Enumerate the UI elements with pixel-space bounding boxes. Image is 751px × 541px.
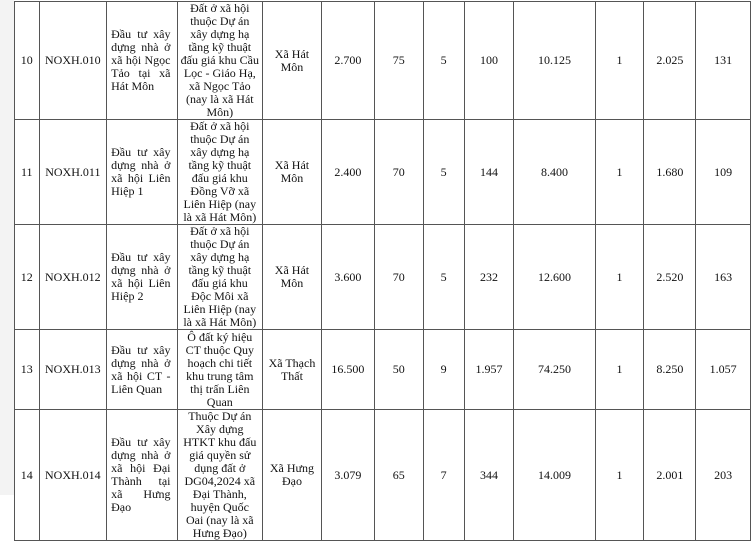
cell-commune: Xã Thạch Thất bbox=[263, 330, 322, 410]
cell-last: 1.057 bbox=[696, 330, 751, 410]
cell-stt: 12 bbox=[15, 225, 40, 330]
cell-stt: 10 bbox=[15, 2, 40, 120]
cell-commune: Xã Hát Môn bbox=[263, 120, 322, 225]
cell-floors: 5 bbox=[423, 120, 464, 225]
cell-density: 70 bbox=[374, 225, 423, 330]
cell-density: 65 bbox=[374, 410, 423, 541]
cell-units: 232 bbox=[464, 225, 514, 330]
cell-land: 1.680 bbox=[644, 120, 696, 225]
cell-floors: 5 bbox=[423, 225, 464, 330]
cell-land: 2.520 bbox=[644, 225, 696, 330]
cell-commune: Xã Hát Môn bbox=[263, 2, 322, 120]
cell-blocks: 1 bbox=[595, 330, 644, 410]
cell-location: Ô đất ký hiệu CT thuộc Quy hoạch chi tiết khu trung tâm thị trấn Liên Quan bbox=[177, 330, 263, 410]
cell-floor-area: 74.250 bbox=[514, 330, 595, 410]
cell-density: 50 bbox=[374, 330, 423, 410]
cell-floor-area: 12.600 bbox=[514, 225, 595, 330]
cell-units: 144 bbox=[464, 120, 514, 225]
cell-location: Đất ở xã hội thuộc Dự án xây dựng hạ tầng kỹ thuật đấu giá khu Độc Môi xã Liên Hiệp (nay là xã Hát Môn) bbox=[177, 225, 263, 330]
cell-area: 3.600 bbox=[321, 225, 374, 330]
cell-land: 2.001 bbox=[644, 410, 696, 541]
cell-blocks: 1 bbox=[595, 410, 644, 541]
cell-last: 163 bbox=[696, 225, 751, 330]
cell-blocks: 1 bbox=[595, 2, 644, 120]
cell-floors: 5 bbox=[423, 2, 464, 120]
cell-commune: Xã Hưng Đạo bbox=[263, 410, 322, 541]
cell-density: 75 bbox=[374, 2, 423, 120]
cell-blocks: 1 bbox=[595, 120, 644, 225]
cell-area: 16.500 bbox=[321, 330, 374, 410]
cell-floors: 9 bbox=[423, 330, 464, 410]
cell-project-name: Đầu tư xây dựng nhà ở xã hội Đại Thành tại xã Hưng Đạo bbox=[107, 410, 177, 541]
cell-code: NOXH.011 bbox=[39, 120, 107, 225]
cell-units: 1.957 bbox=[464, 330, 514, 410]
table-row bbox=[15, 225, 751, 330]
cell-floors: 7 bbox=[423, 410, 464, 541]
cell-project-name: Đầu tư xây dựng nhà ở xã hội Ngọc Tảo tại xã Hát Môn bbox=[107, 2, 177, 120]
cell-project-name: Đầu tư xây dựng nhà ở xã hội CT - Liên Quan bbox=[107, 330, 177, 410]
cell-area: 3.079 bbox=[321, 410, 374, 541]
page-left-edge bbox=[0, 0, 14, 495]
cell-area: 2.400 bbox=[321, 120, 374, 225]
cell-code: NOXH.014 bbox=[39, 410, 107, 541]
project-table bbox=[14, 1, 751, 541]
table-row bbox=[15, 410, 751, 541]
cell-code: NOXH.012 bbox=[39, 225, 107, 330]
cell-stt: 11 bbox=[15, 120, 40, 225]
cell-project-name: Đầu tư xây dựng nhà ở xã hội Liên Hiệp 2 bbox=[107, 225, 177, 330]
cell-stt: 13 bbox=[15, 330, 40, 410]
cell-land: 8.250 bbox=[644, 330, 696, 410]
cell-last: 203 bbox=[696, 410, 751, 541]
cell-floor-area: 10.125 bbox=[514, 2, 595, 120]
cell-location: Thuộc Dự án Xây dựng HTKT khu đấu giá quyền sử dụng đất ở DG04,2024 xã Đại Thành, huyện Quốc Oai (nay là xã Hưng Đạo) bbox=[177, 410, 263, 541]
cell-code: NOXH.010 bbox=[39, 2, 107, 120]
cell-units: 100 bbox=[464, 2, 514, 120]
cell-area: 2.700 bbox=[321, 2, 374, 120]
cell-code: NOXH.013 bbox=[39, 330, 107, 410]
cell-floor-area: 14.009 bbox=[514, 410, 595, 541]
cell-floor-area: 8.400 bbox=[514, 120, 595, 225]
cell-stt: 14 bbox=[15, 410, 40, 541]
cell-land: 2.025 bbox=[644, 2, 696, 120]
cell-last: 131 bbox=[696, 2, 751, 120]
cell-last: 109 bbox=[696, 120, 751, 225]
cell-project-name: Đầu tư xây dựng nhà ở xã hội Liên Hiệp 1 bbox=[107, 120, 177, 225]
table-row bbox=[15, 2, 751, 120]
table-row bbox=[15, 120, 751, 225]
cell-location: Đất ở xã hội thuộc Dự án xây dựng hạ tầng kỹ thuật đấu giá khu Đồng Vỡ xã Liên Hiệp (nay là xã Hát Môn) bbox=[177, 120, 263, 225]
cell-commune: Xã Hát Môn bbox=[263, 225, 322, 330]
table-row bbox=[15, 330, 751, 410]
cell-blocks: 1 bbox=[595, 225, 644, 330]
cell-units: 344 bbox=[464, 410, 514, 541]
cell-location: Đất ở xã hội thuộc Dự án xây dựng hạ tầng kỹ thuật đấu giá khu Cầu Lọc - Giáo Hạ, xã Ngọc Tảo (nay là xã Hát Môn) bbox=[177, 2, 263, 120]
cell-density: 70 bbox=[374, 120, 423, 225]
